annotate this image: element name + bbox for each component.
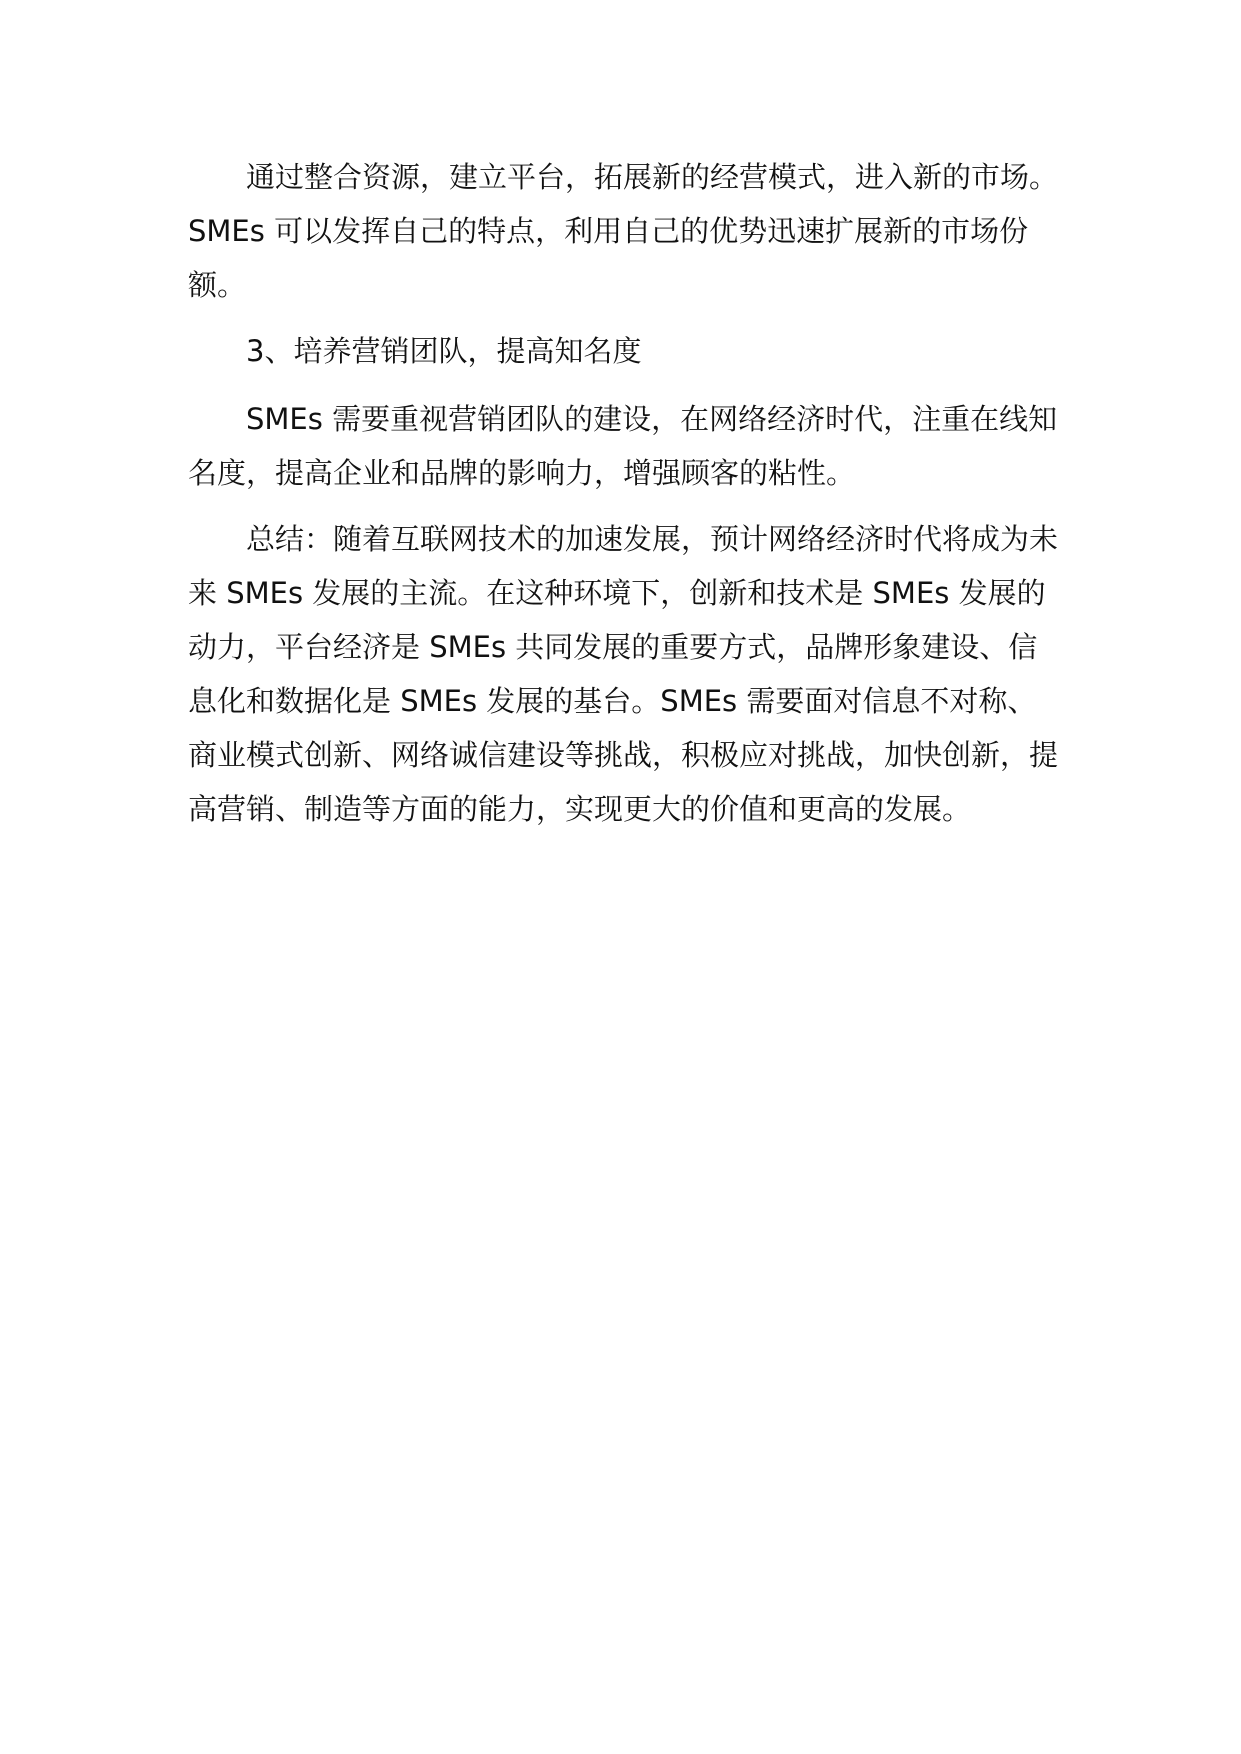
document-body: [188, 150, 1058, 848]
paragraph-platform-expansion: 通过整合资源，建立平台，拓展新的经营模式，进入新的市场。SMEs 可以发挥自己的特点，利用自己的优势迅速扩展新的市场份额。: [188, 160, 1059, 302]
section-heading-marketing-team: 3、培养营销团队，提高知名度: [246, 334, 642, 368]
paragraph-marketing-team: SMEs 需要重视营销团队的建设，在网络经济时代，注重在线知名度，提高企业和品牌的影响力，增强顾客的粘性。: [188, 402, 1058, 490]
paragraph-summary: 总结：随着互联网技术的加速发展，预计网络经济时代将成为未来 SMEs 发展的主流。在这种环境下，创新和技术是 SMEs 发展的动力，平台经济是 SMEs 共同发展的重要方式，品牌形象建设、信息化和数据化是 SMEs 发展的基台。SMEs 需要面对信息不对称、商业模式创新、网络诚信建设等挑战，积极应对挑战，加快创新，提高营销、制造等方面的能力，实现更大的价值和更高的发展。: [188, 522, 1059, 826]
